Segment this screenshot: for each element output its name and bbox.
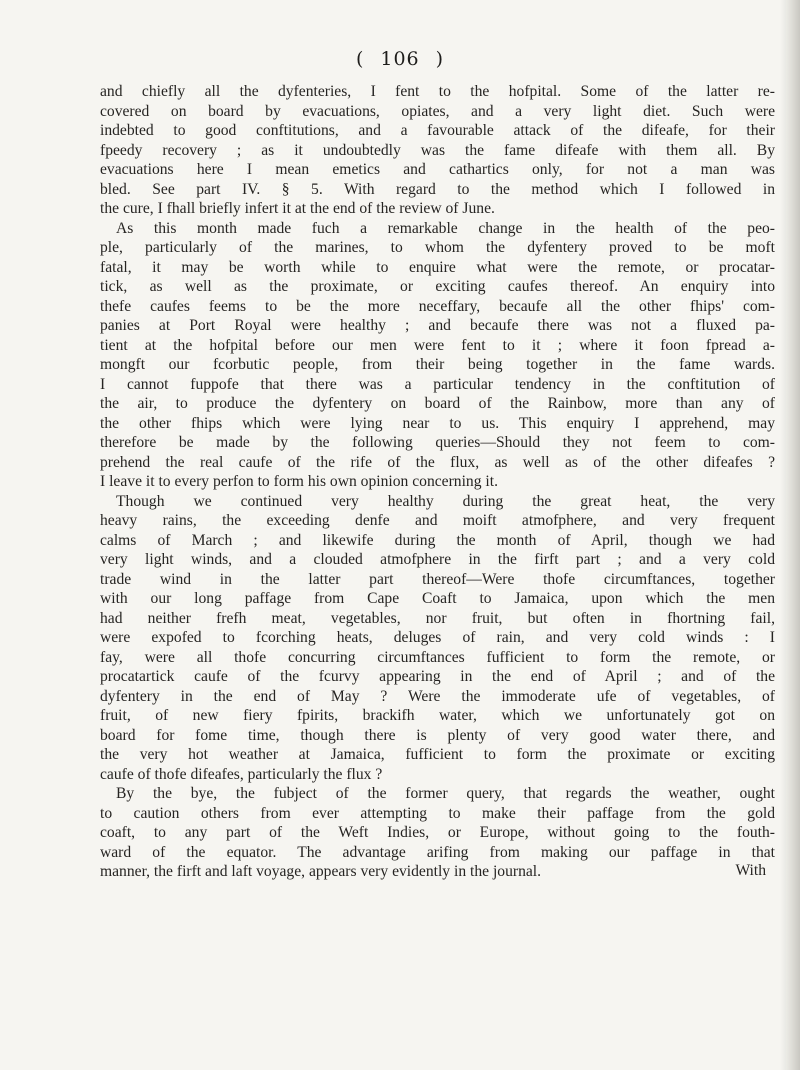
text-line: heavy rains, the exceeding denfe and moift atmofphere, and very frequent — [100, 512, 775, 529]
text-line: very light winds, and a clouded atmofphere in the firft part ; and a very cold — [100, 551, 775, 568]
text-line: dyfentery in the end of May ? Were the immoderate ufe of vegetables, of — [100, 687, 775, 705]
text-line: ple, particularly of the marines, to whom the dyfentery proved to be moft — [100, 239, 775, 256]
header-close-paren: ) — [435, 48, 445, 70]
text-line: calms of March ; and likewife during the month of April, though we had — [100, 531, 775, 549]
text-line: to caution others from ever attempting to make their paffage from the gold — [100, 804, 775, 822]
text-line: trade wind in the latter part thereof—Were thofe circumftances, together — [100, 570, 775, 588]
text-line: covered on board by evacuations, opiates, and a very light diet. Such were — [100, 102, 775, 120]
text-line: tient at the hofpital before our men were fent to it ; where it foon fpread a- — [100, 336, 775, 354]
text-line: I leave it to every perfon to form his own opinion concerning it. — [100, 473, 498, 490]
text-line: indebted to good conftitutions, and a favourable attack of the difeafe, for their — [100, 122, 775, 139]
text-line: were expofed to fcorching heats, deluges of rain, and very cold winds : I — [100, 629, 775, 646]
page-edge — [786, 0, 800, 1070]
page-header — [0, 48, 800, 70]
text-line: thefe caufes feems to be the more neceffary, becaufe all the other fhips' com- — [100, 297, 775, 315]
text-line: prehend the real caufe of the rife of the flux, as well as of the other difeafes ? — [100, 453, 775, 471]
text-line: and chiefly all the dyfenteries, I fent to the hofpital. Some of the latter re- — [100, 83, 775, 100]
text-line: I cannot fuppofe that there was a particular tendency in the conftitution of — [100, 375, 775, 393]
text-line: board for fome time, though there is plenty of very good water there, and — [100, 726, 775, 744]
text-line: bled. See part IV. § 5. With regard to the method which I followed in — [100, 180, 775, 198]
text-line: tick, as well as the proximate, or exciting caufes thereof. An enquiry into — [100, 278, 775, 295]
text-line: By the bye, the fubject of the former query, that regards the weather, ought — [116, 785, 775, 802]
text-line: fay, were all thofe concurring circumftances fufficient to form the remote, or — [100, 648, 775, 666]
header-open-paren: ( — [355, 48, 365, 70]
body-text — [100, 82, 775, 882]
text-line: evacuations here I mean emetics and cathartics only, for not a man was — [100, 161, 775, 178]
text-line: the cure, I fhall briefly infert it at the end of the review of June. — [100, 200, 495, 217]
text-line: caufe of thofe difeafes, particularly the flux ? — [100, 765, 383, 783]
text-line: the air, to produce the dyfentery on board of the Rainbow, more than any of — [100, 395, 775, 412]
text-line: mongft our fcorbutic people, from their being together in the fame wards. — [100, 356, 775, 373]
catchword: With — [735, 862, 766, 879]
text-line: ward of the equator. The advantage arifing from making our paffage in that — [100, 843, 775, 861]
text-line: fruit, of new fiery fpirits, brackifh water, which we unfortunately got on — [100, 707, 775, 724]
text-line: Though we continued very healthy during the great heat, the very — [116, 492, 775, 510]
text-line: had neither frefh meat, vegetables, nor fruit, but often in fhortning fail, — [100, 609, 775, 627]
text-line: coaft, to any part of the Weft Indies, or Europe, without going to the fouth- — [100, 824, 775, 841]
text-line: with our long paffage from Cape Coaft to Jamaica, upon which the men — [100, 590, 775, 607]
page-number: 106 — [380, 48, 420, 70]
text-line: the very hot weather at Jamaica, fufficient to form the proximate or exciting — [100, 746, 775, 763]
text-line: panies at Port Royal were healthy ; and becaufe there was not a fluxed pa- — [100, 317, 775, 334]
text-line: fpeedy recovery ; as it undoubtedly was the fame difeafe with them all. By — [100, 141, 775, 159]
text-line: therefore be made by the following queries—Should they not feem to com- — [100, 434, 775, 451]
text-line: manner, the firft and laft voyage, appears very evidently in the journal. — [100, 863, 542, 880]
text-line: fatal, it may be worth while to enquire what were the remote, or procatar- — [100, 258, 775, 276]
text-line: the other fhips which were lying near to us. This enquiry I apprehend, may — [100, 414, 775, 432]
text-line: procatartick caufe of the fcurvy appearing in the end of April ; and of the — [100, 668, 775, 685]
text-line: As this month made fuch a remarkable change in the health of the peo- — [116, 219, 775, 237]
